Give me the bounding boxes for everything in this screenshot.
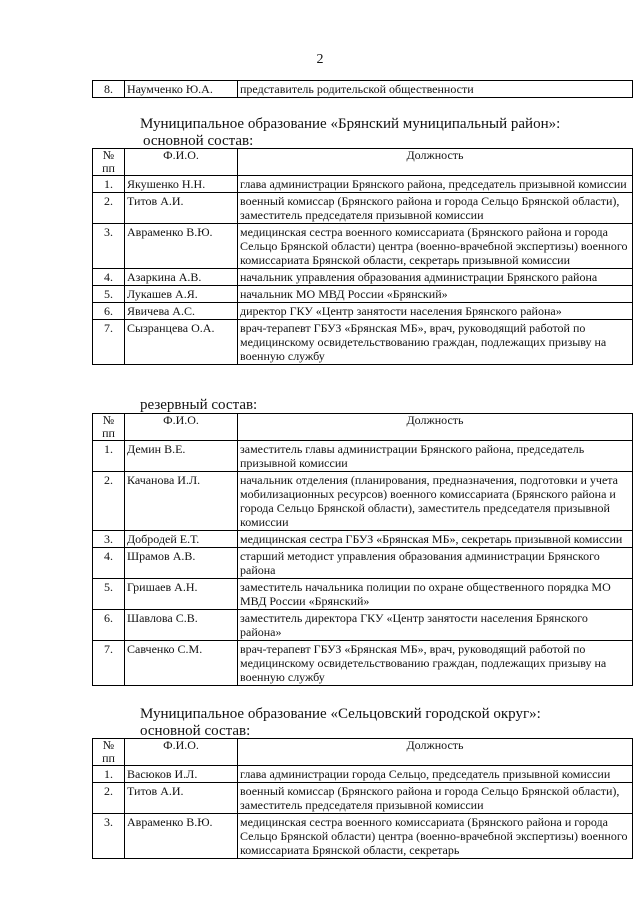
row-position: начальник отделения (планирования, предназначения, подготовки и учета мобилизационных ресурсов) военного комиссариата (Брянского района и города Сельцо Брянской области), заместитель председателя призывной комиссии [238, 472, 633, 531]
table-row [93, 320, 633, 365]
page-number: 2 [316, 52, 324, 67]
row-position: медицинская сестра военного комиссариата (Брянского района и города Сельцо Брянской области) центра (военно-врачебной экспертизы) военного комиссариата Брянской области, секретарь [238, 814, 633, 859]
row-number: 5. [93, 579, 125, 610]
header-position: Должность [238, 149, 633, 176]
row-fio: Титов А.И. [125, 193, 238, 224]
row-position: заместитель начальника полиции по охране общественного порядка МО МВД России «Брянский» [238, 579, 633, 610]
table-row [93, 303, 633, 320]
row-fio: Шрамов А.В. [125, 548, 238, 579]
row-fio: Лукашев А.Я. [125, 286, 238, 303]
row-number: 7. [93, 641, 125, 686]
row-number: 6. [93, 303, 125, 320]
row-number: 7. [93, 320, 125, 365]
table-row [93, 472, 633, 531]
table-row [93, 641, 633, 686]
row-fio: Азаркина А.В. [125, 269, 238, 286]
row-position: директор ГКУ «Центр занятости населения Брянского района» [238, 303, 633, 320]
row-position: медицинская сестра ГБУЗ «Брянская МБ», секретарь призывной комиссии [238, 531, 633, 548]
table-row [93, 548, 633, 579]
table-row [93, 176, 633, 193]
table-row [93, 783, 633, 814]
row-position: глава администрации Брянского района, председатель призывной комиссии [238, 176, 633, 193]
row-position: врач-терапевт ГБУЗ «Брянская МБ», врач, руководящий работой по медицинскому освидетельствованию граждан, подлежащих призыву на военную службу [238, 320, 633, 365]
section2-main-table [92, 738, 633, 859]
row-position: военный комиссар (Брянского района и города Сельцо Брянской области), заместитель председателя призывной комиссии [238, 193, 633, 224]
section1-main-table [92, 148, 633, 365]
row-fio: Васюков И.Л. [125, 766, 238, 783]
section1-main-label: основной состав: [143, 133, 254, 149]
row-fio: Савченко С.М. [125, 641, 238, 686]
row-number: 1. [93, 766, 125, 783]
row-fio: Демин В.Е. [125, 441, 238, 472]
row-fio: Сызранцева О.А. [125, 320, 238, 365]
table-row [93, 224, 633, 269]
row-position: начальник управления образования администрации Брянского района [238, 269, 633, 286]
header-num: № пп [93, 739, 125, 766]
row-number: 1. [93, 441, 125, 472]
row-fio: Качанова И.Л. [125, 472, 238, 531]
row-position: представитель родительской общественности [238, 81, 633, 98]
row-number: 3. [93, 814, 125, 859]
header-fio: Ф.И.О. [125, 149, 238, 176]
row-position: глава администрации города Сельцо, председатель призывной комиссии [238, 766, 633, 783]
header-fio: Ф.И.О. [125, 739, 238, 766]
row-number: 6. [93, 610, 125, 641]
row-number: 8. [93, 81, 125, 98]
section1-reserve-table [92, 413, 633, 686]
table-row [93, 610, 633, 641]
row-position: заместитель директора ГКУ «Центр занятости населения Брянского района» [238, 610, 633, 641]
row-number: 2. [93, 783, 125, 814]
row-fio: Явичева А.С. [125, 303, 238, 320]
table-row [93, 81, 633, 98]
table-header-row [93, 149, 633, 176]
section2-main-label: основной состав: [140, 723, 251, 739]
table-row [93, 193, 633, 224]
row-position: начальник МО МВД России «Брянский» [238, 286, 633, 303]
row-fio: Авраменко В.Ю. [125, 814, 238, 859]
table-row [93, 531, 633, 548]
table-row [93, 286, 633, 303]
header-fio: Ф.И.О. [125, 414, 238, 441]
table-row [93, 814, 633, 859]
row-fio: Титов А.И. [125, 783, 238, 814]
row-fio: Шавлова С.В. [125, 610, 238, 641]
header-position: Должность [238, 414, 633, 441]
table-row [93, 441, 633, 472]
row-position: военный комиссар (Брянского района и города Сельцо Брянской области), заместитель председателя призывной комиссии [238, 783, 633, 814]
row-fio: Наумченко Ю.А. [125, 81, 238, 98]
table-row [93, 269, 633, 286]
table-row [93, 579, 633, 610]
section2-title: Муниципальное образование «Сельцовский городской округ»: [140, 706, 541, 722]
table-row [93, 766, 633, 783]
row-position: медицинская сестра военного комиссариата (Брянского района и города Сельцо Брянской области) центра (военно-врачебной экспертизы) военного комиссариата Брянской области, секретарь призывной комиссии [238, 224, 633, 269]
row-number: 3. [93, 224, 125, 269]
row-number: 2. [93, 472, 125, 531]
section1-reserve-label: резервный состав: [140, 397, 258, 413]
table-header-row [93, 414, 633, 441]
row-number: 4. [93, 548, 125, 579]
row-number: 3. [93, 531, 125, 548]
section1-title: Муниципальное образование «Брянский муниципальный район»: [140, 116, 561, 132]
row-position: врач-терапевт ГБУЗ «Брянская МБ», врач, руководящий работой по медицинскому освидетельствованию граждан, подлежащих призыву на военную службу [238, 641, 633, 686]
row-fio: Гришаев А.Н. [125, 579, 238, 610]
continuation-table [92, 80, 633, 98]
header-num: № пп [93, 414, 125, 441]
row-fio: Добродей Е.Т. [125, 531, 238, 548]
row-position: заместитель главы администрации Брянского района, председатель призывной комиссии [238, 441, 633, 472]
table-header-row [93, 739, 633, 766]
row-fio: Авраменко В.Ю. [125, 224, 238, 269]
row-number: 2. [93, 193, 125, 224]
row-fio: Якушенко Н.Н. [125, 176, 238, 193]
row-position: старший методист управления образования администрации Брянского района [238, 548, 633, 579]
header-num: № пп [93, 149, 125, 176]
row-number: 5. [93, 286, 125, 303]
header-position: Должность [238, 739, 633, 766]
row-number: 4. [93, 269, 125, 286]
row-number: 1. [93, 176, 125, 193]
